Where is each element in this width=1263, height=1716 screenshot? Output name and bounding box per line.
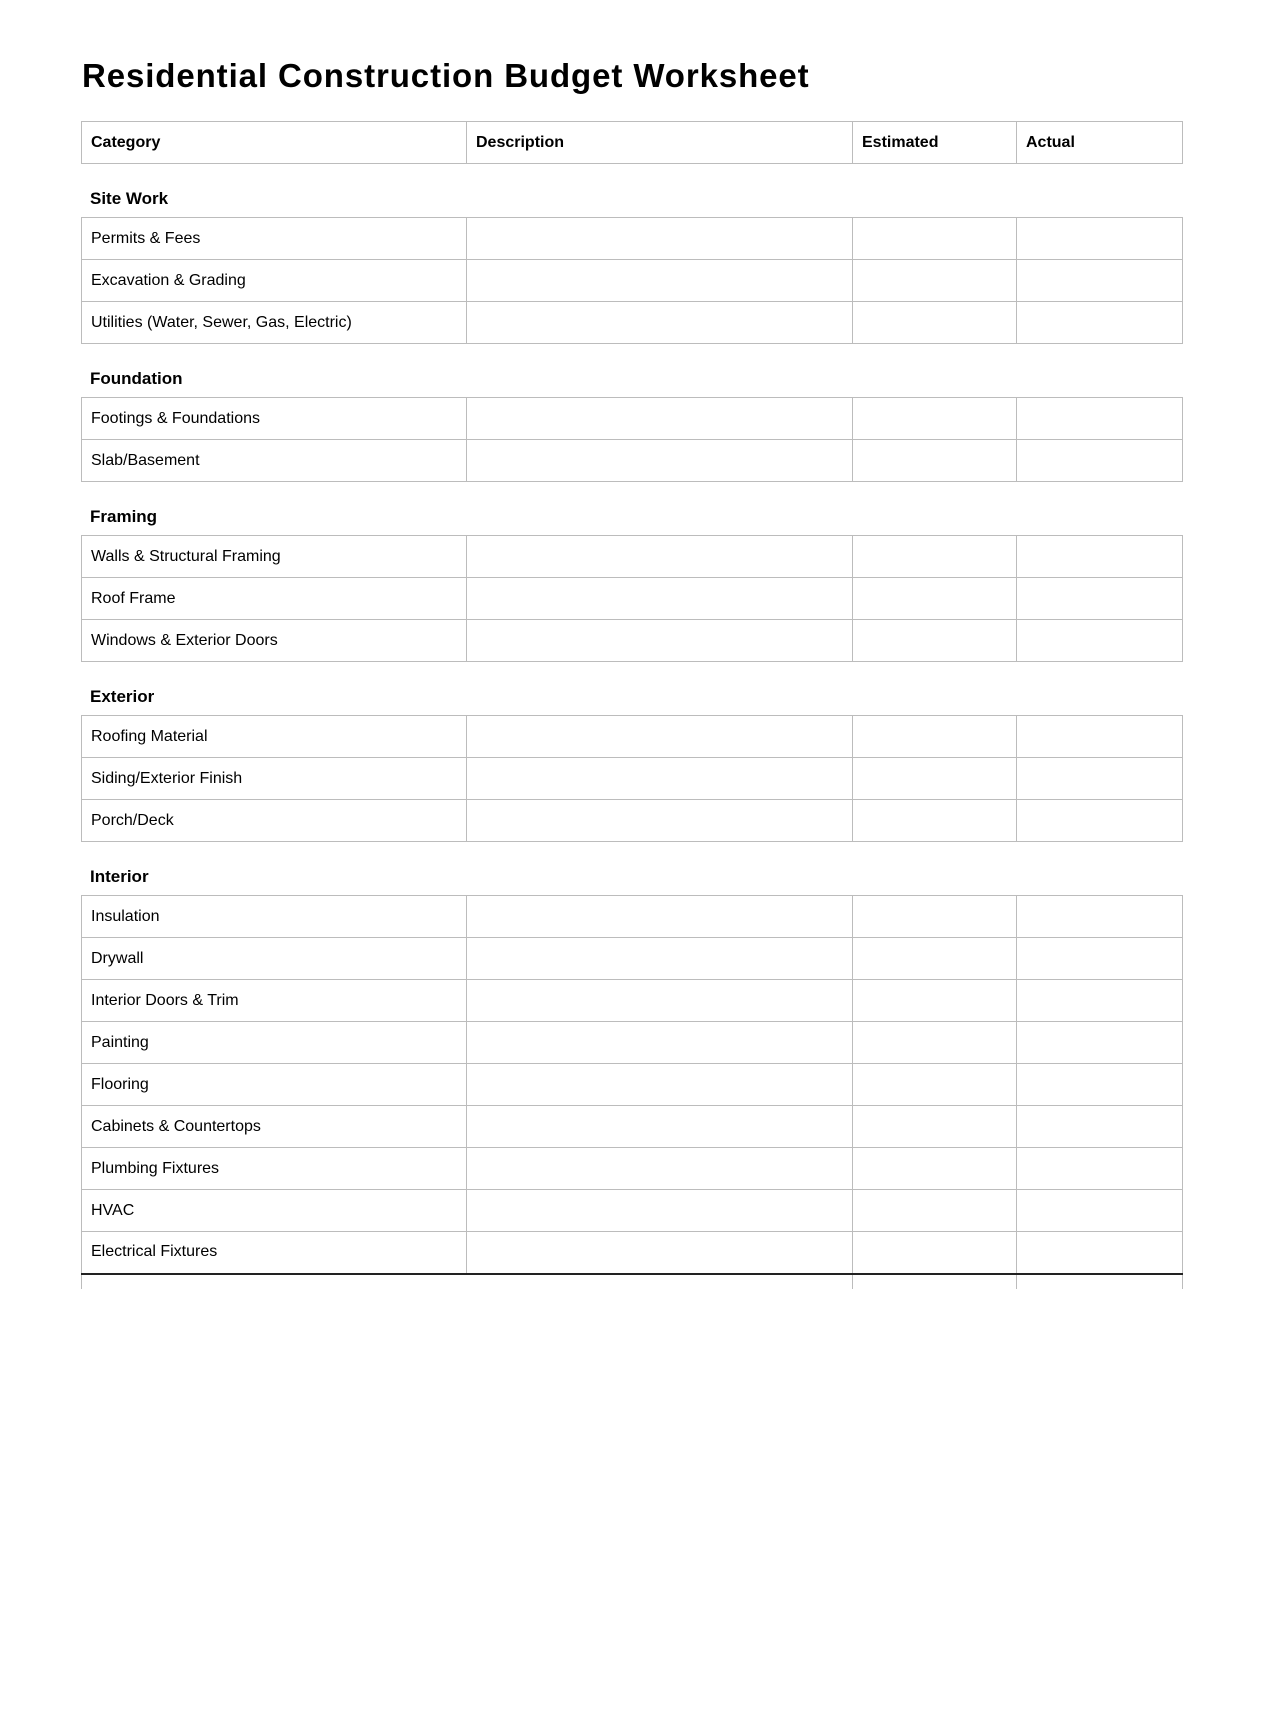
- category-cell: Painting: [82, 1022, 467, 1064]
- table-row: [82, 1148, 1183, 1190]
- table-row: [82, 980, 1183, 1022]
- description-cell[interactable]: [467, 398, 853, 440]
- category-cell: Plumbing Fixtures: [82, 1148, 467, 1190]
- category-cell: Drywall: [82, 938, 467, 980]
- estimated-cell[interactable]: [853, 398, 1017, 440]
- description-cell[interactable]: [467, 1232, 853, 1274]
- description-cell[interactable]: [467, 716, 853, 758]
- category-cell: Roofing Material: [82, 716, 467, 758]
- totals-label-cell: [82, 1274, 853, 1289]
- estimated-cell[interactable]: [853, 1148, 1017, 1190]
- sections-container: [81, 164, 1182, 1289]
- estimated-cell[interactable]: [853, 1190, 1017, 1232]
- category-cell: Interior Doors & Trim: [82, 980, 467, 1022]
- estimated-cell[interactable]: [853, 896, 1017, 938]
- estimated-cell[interactable]: [853, 440, 1017, 482]
- estimated-cell[interactable]: [853, 716, 1017, 758]
- actual-cell[interactable]: [1017, 896, 1183, 938]
- actual-cell[interactable]: [1017, 758, 1183, 800]
- category-cell: Roof Frame: [82, 578, 467, 620]
- description-cell[interactable]: [467, 578, 853, 620]
- actual-cell[interactable]: [1017, 716, 1183, 758]
- actual-cell[interactable]: [1017, 218, 1183, 260]
- table-row: [82, 578, 1183, 620]
- actual-cell[interactable]: [1017, 980, 1183, 1022]
- estimated-cell[interactable]: [853, 938, 1017, 980]
- table-row: [82, 1106, 1183, 1148]
- table-row: [82, 1064, 1183, 1106]
- description-cell[interactable]: [467, 758, 853, 800]
- estimated-cell[interactable]: [853, 1232, 1017, 1274]
- category-cell: Flooring: [82, 1064, 467, 1106]
- category-cell: Walls & Structural Framing: [82, 536, 467, 578]
- description-cell[interactable]: [467, 1064, 853, 1106]
- category-cell: Porch/Deck: [82, 800, 467, 842]
- category-cell: Cabinets & Countertops: [82, 1106, 467, 1148]
- header-row: [82, 122, 1183, 164]
- description-cell[interactable]: [467, 218, 853, 260]
- category-cell: Insulation: [82, 896, 467, 938]
- table-row: [82, 260, 1183, 302]
- category-cell: Windows & Exterior Doors: [82, 620, 467, 662]
- table-row: [82, 1190, 1183, 1232]
- actual-cell[interactable]: [1017, 1190, 1183, 1232]
- table-row: [82, 1232, 1183, 1274]
- description-cell[interactable]: [467, 1190, 853, 1232]
- section-table-interior: [81, 895, 1183, 1289]
- estimated-cell[interactable]: [853, 1064, 1017, 1106]
- actual-cell[interactable]: [1017, 620, 1183, 662]
- actual-cell[interactable]: [1017, 800, 1183, 842]
- column-header-category: Category: [82, 122, 467, 164]
- totals-estimated-cell: [853, 1274, 1017, 1289]
- actual-cell[interactable]: [1017, 260, 1183, 302]
- page-title: Residential Construction Budget Worksheet: [82, 57, 810, 94]
- estimated-cell[interactable]: [853, 218, 1017, 260]
- section-heading-exterior: Exterior: [90, 687, 155, 706]
- description-cell[interactable]: [467, 536, 853, 578]
- table-row: [82, 758, 1183, 800]
- totals-row-clipped: [82, 1274, 1183, 1289]
- section-table-framing: [81, 535, 1183, 662]
- actual-cell[interactable]: [1017, 398, 1183, 440]
- section-table-site-work: [81, 217, 1183, 344]
- description-cell[interactable]: [467, 302, 853, 344]
- actual-cell[interactable]: [1017, 1064, 1183, 1106]
- category-cell: Excavation & Grading: [82, 260, 467, 302]
- table-row: [82, 302, 1183, 344]
- section-heading-foundation: Foundation: [90, 369, 183, 388]
- category-cell: Utilities (Water, Sewer, Gas, Electric): [82, 302, 467, 344]
- description-cell[interactable]: [467, 1148, 853, 1190]
- category-cell: Slab/Basement: [82, 440, 467, 482]
- category-cell: Footings & Foundations: [82, 398, 467, 440]
- estimated-cell[interactable]: [853, 260, 1017, 302]
- section-heading-framing: Framing: [90, 507, 158, 526]
- description-cell[interactable]: [467, 1106, 853, 1148]
- table-row: [82, 896, 1183, 938]
- estimated-cell[interactable]: [853, 620, 1017, 662]
- column-header-description: Description: [467, 122, 853, 164]
- estimated-cell[interactable]: [853, 980, 1017, 1022]
- section-table-foundation: [81, 397, 1183, 482]
- table-row: [82, 938, 1183, 980]
- totals-actual-cell: [1017, 1274, 1183, 1289]
- actual-cell[interactable]: [1017, 1106, 1183, 1148]
- actual-cell[interactable]: [1017, 1148, 1183, 1190]
- table-row: [82, 536, 1183, 578]
- category-cell: HVAC: [82, 1190, 467, 1232]
- estimated-cell[interactable]: [853, 578, 1017, 620]
- table-row: [82, 398, 1183, 440]
- actual-cell[interactable]: [1017, 536, 1183, 578]
- column-header-actual: Actual: [1017, 122, 1183, 164]
- estimated-cell[interactable]: [853, 800, 1017, 842]
- actual-cell[interactable]: [1017, 302, 1183, 344]
- estimated-cell[interactable]: [853, 536, 1017, 578]
- category-cell: Electrical Fixtures: [82, 1232, 467, 1274]
- category-cell: Siding/Exterior Finish: [82, 758, 467, 800]
- estimated-cell[interactable]: [853, 758, 1017, 800]
- estimated-cell[interactable]: [853, 1022, 1017, 1064]
- description-cell[interactable]: [467, 980, 853, 1022]
- actual-cell[interactable]: [1017, 1022, 1183, 1064]
- section-heading-interior: Interior: [90, 867, 149, 886]
- table-row: [82, 620, 1183, 662]
- actual-cell[interactable]: [1017, 440, 1183, 482]
- description-cell[interactable]: [467, 938, 853, 980]
- description-cell[interactable]: [467, 896, 853, 938]
- column-header-estimated: Estimated: [853, 122, 1017, 164]
- description-cell[interactable]: [467, 440, 853, 482]
- estimated-cell[interactable]: [853, 1106, 1017, 1148]
- table-row: [82, 440, 1183, 482]
- description-cell[interactable]: [467, 260, 853, 302]
- actual-cell[interactable]: [1017, 578, 1183, 620]
- description-cell[interactable]: [467, 1022, 853, 1064]
- table-row: [82, 1022, 1183, 1064]
- category-cell: Permits & Fees: [82, 218, 467, 260]
- table-row: [82, 716, 1183, 758]
- section-table-exterior: [81, 715, 1183, 842]
- section-heading-site-work: Site Work: [90, 189, 169, 208]
- actual-cell[interactable]: [1017, 938, 1183, 980]
- description-cell[interactable]: [467, 620, 853, 662]
- estimated-cell[interactable]: [853, 302, 1017, 344]
- description-cell[interactable]: [467, 800, 853, 842]
- table-row: [82, 218, 1183, 260]
- actual-cell[interactable]: [1017, 1232, 1183, 1274]
- table-row: [82, 800, 1183, 842]
- column-header-table: [81, 121, 1183, 164]
